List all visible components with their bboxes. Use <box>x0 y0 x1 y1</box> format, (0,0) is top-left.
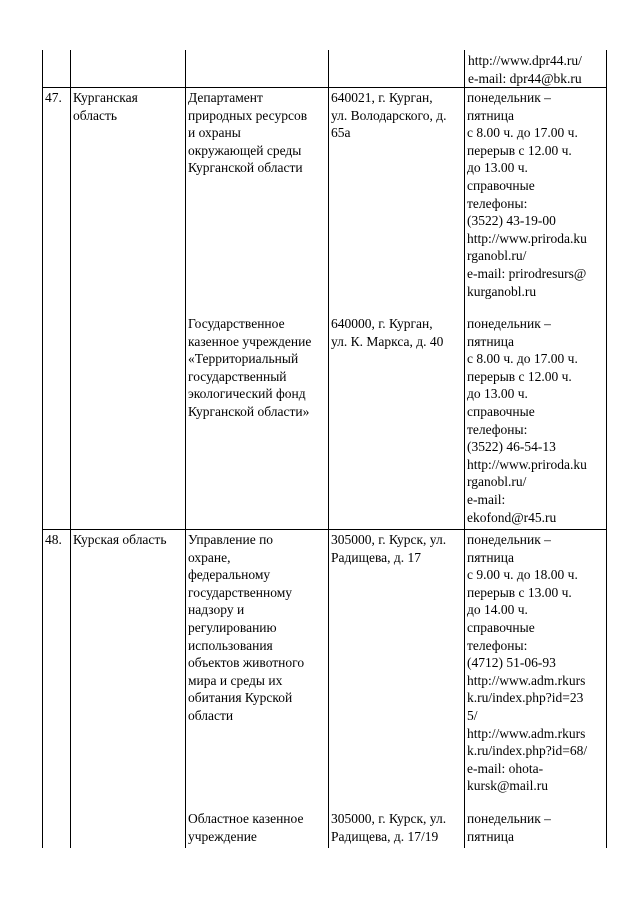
organization-name: Департамент природных ресурсов и охраны окружающей среды Курганской области <box>188 90 308 176</box>
organization-contacts: понедельник – пятница с 8.00 ч. до 17.00 ч. перерыв с 12.00 ч. до 13.00 ч. справочные телефоны: (3522) 46-54-13 http://www.priroda.ku rganobl.ru/ e-mail: ekofond@r45.ru <box>467 316 587 525</box>
row-divider-48 <box>42 529 607 530</box>
column-divider-region <box>185 50 186 848</box>
organization-contacts: понедельник – пятница <box>467 811 551 844</box>
organization-contacts: понедельник – пятница с 8.00 ч. до 17.00 ч. перерыв с 12.00 ч. до 13.00 ч. справочные телефоны: (3522) 43-19-00 http://www.priroda.ku rganobl.ru/ e-mail: prirodresurs@ kurganobl.ru <box>467 90 587 299</box>
organization-address: 640021, г. Курган, ул. Володарского, д. 65а <box>331 90 447 141</box>
column-divider-address <box>464 50 465 848</box>
organization-address: 305000, г. Курск, ул. Радищева, д. 17/19 <box>331 811 447 844</box>
column-divider-number <box>70 50 71 848</box>
organization-address: 305000, г. Курск, ул. Радищева, д. 17 <box>331 532 447 565</box>
document-table <box>42 50 607 848</box>
organization-contacts: понедельник – пятница с 9.00 ч. до 18.00 ч. перерыв с 13.00 ч. до 14.00 ч. справочные телефоны: (4712) 51-06-93 http://www.adm.rkurs k.ru/index.php?id=23 5/ http://www.adm.rkurs k.ru/index.php?id=68/ e-mail: ohota- kursk@mail.ru <box>467 532 588 794</box>
table-border-left <box>42 50 43 848</box>
column-divider-organization <box>328 50 329 848</box>
organization-name: Управление по охране, федеральному государственному надзору и регулированию использования объектов животного мира и среды их обитания Курской области <box>188 532 305 723</box>
region-name: Курганская область <box>73 90 138 123</box>
row-number: 48. <box>45 532 62 547</box>
previous-row-contacts: http://www.dpr44.ru/ e-mail: dpr44@bk.ru <box>468 53 582 86</box>
organization-name: Государственное казенное учреждение «Территориальный государственный экологический фонд Курганской области» <box>188 316 312 419</box>
table-border-right <box>606 50 607 848</box>
row-number: 47. <box>45 90 62 105</box>
organization-name: Областное казенное учреждение <box>188 811 304 844</box>
organization-address: 640000, г. Курган, ул. К. Маркса, д. 40 <box>331 316 444 349</box>
region-name: Курская область <box>73 532 167 547</box>
